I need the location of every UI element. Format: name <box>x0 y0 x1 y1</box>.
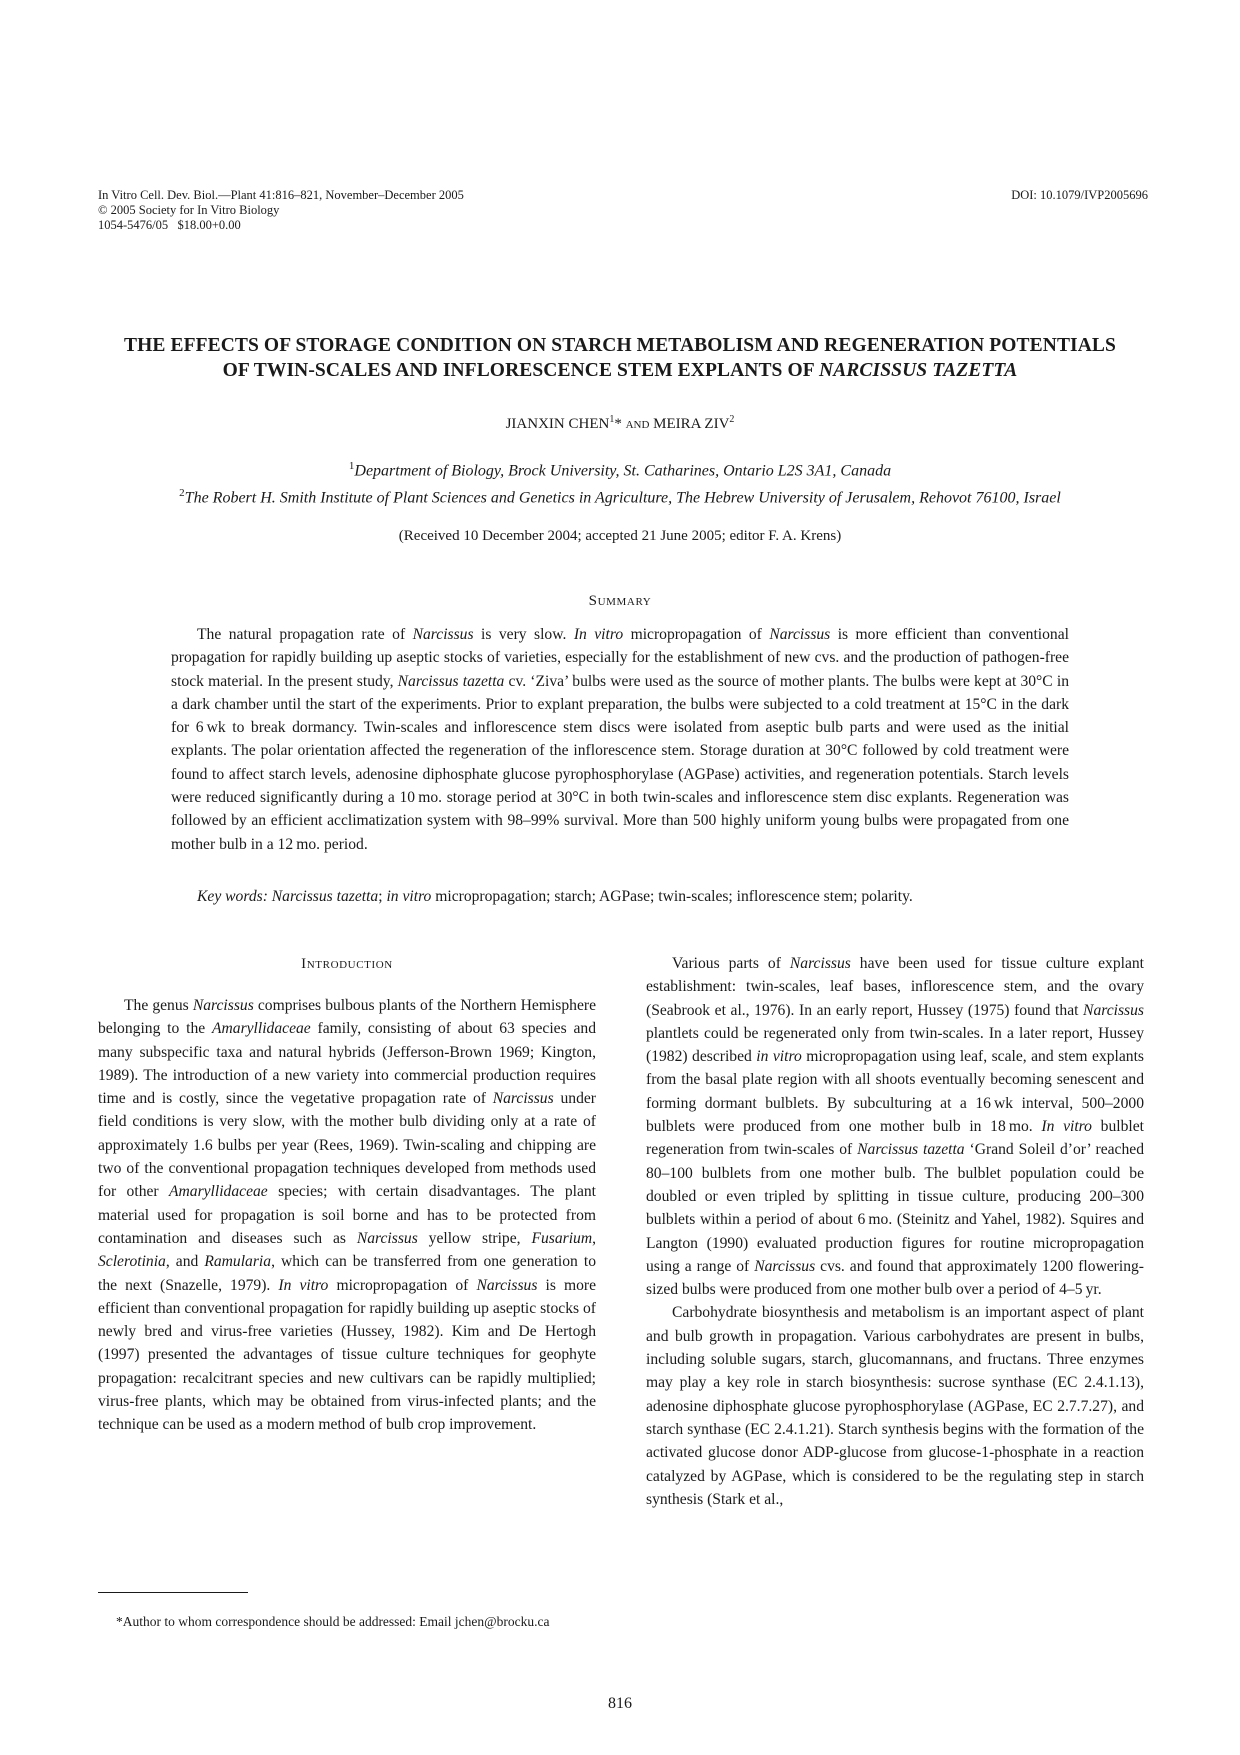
summary-heading: Summary <box>588 593 652 609</box>
author-2: MEIRA ZIV <box>653 416 730 432</box>
journal-citation: In Vitro Cell. Dev. Biol.—Plant 41:816–821, November–December 2005 <box>98 188 464 202</box>
summary-text: The natural propagation rate of Narcissus is very slow. In vitro micropropagation of Narcissus is more efficient than conventional propagation for rapidly building up aseptic stocks of varieties, especially for the establishment of new cvs. and the production of pathogen-free stock material. In the present study, Narcissus tazetta cv. ‘Ziva’ bulbs were used as the source of mother plants. The bulbs were kept at 30°C in a dark chamber until the start of the experiments. Prior to explant preparation, the bulbs were subjected to a cold treatment at 15°C in the dark for 6 wk to break dormancy. Twin-scales and inflorescence stem discs were isolated from aseptic bulb parts and were used as the initial explants. The polar orientation affected the regeneration of the inflorescence stem. Storage duration at 30°C followed by cold treatment were found to affect starch levels, adenosine diphosphate glucose pyrophosphorylase (AGPase) activities, and regeneration potentials. Starch levels were reduced significantly during a 10 mo. storage period at 30°C in both twin-scales and inflorescence stem disc explants. Regeneration was followed by an efficient acclimatization system with 98–99% survival. More than 500 highly uniform young bulbs were propagated from one mother bulb in a 12 mo. period. <box>171 626 1069 853</box>
title-species: NARCISSUS TAZETTA <box>819 360 1018 381</box>
affiliation-1: $^1$Department of Biology, Brock University, St. Catharines, Ontario L2S 3A1, Canada <box>348 460 892 480</box>
right-column <box>646 952 1144 1511</box>
keywords-label: Key words: Narcissus tazetta <box>197 888 379 905</box>
author-1-affil-mark: 1 <box>609 414 615 425</box>
issn-line: 1054-5476/05 $18.00+0.00 <box>98 218 241 232</box>
corresponding-mark: * <box>614 416 622 432</box>
received-dates: (Received 10 December 2004; accepted 21 June 2005; editor F. A. Krens) <box>398 528 842 544</box>
author-1: JIANXIN CHEN <box>505 416 610 432</box>
title-line-1: THE EFFECTS OF STORAGE CONDITION ON STARCH METABOLISM AND REGENERATION POTENTIALS <box>124 335 1116 356</box>
journal-header <box>98 188 658 233</box>
footnote-rule <box>98 1592 248 1593</box>
introduction-heading: Introduction <box>301 956 393 972</box>
correspondence-footnote: *Author to whom correspondence should be addressed: Email jchen@brocku.ca <box>116 1614 550 1629</box>
keywords: Key words: Narcissus tazetta; in vitro micropropagation; starch; AGPase; twin-scales; inflorescence stem; polarity. <box>197 888 913 905</box>
page-number: 816 <box>608 1695 632 1712</box>
author-and: and <box>621 416 654 432</box>
article-title <box>90 333 1150 383</box>
left-column <box>98 994 596 1437</box>
title-line-2: OF TWIN-SCALES AND INFLORESCENCE STEM EXPLANTS OF NARCISSUS TAZETTA <box>222 360 1018 381</box>
author-list <box>90 410 1150 434</box>
doi-label: DOI: 10.1079/IVP2005696 <box>1011 188 1148 202</box>
affiliation-2: $^2$The Robert H. Smith Institute of Plant Sciences and Genetics in Agriculture, The Hebrew University of Jerusalem, Rehovot 76100, Israel <box>179 487 1061 507</box>
intro-paragraph-3: Carbohydrate biosynthesis and metabolism is an important aspect of plant and bulb growth in propagation. Various carbohydrates are present in bulbs, including soluble sugars, starch, glucomannans, and fructans. Three enzymes may play a key role in starch biosynthesis: sucrose synthase (EC 2.4.1.13), adenosine diphosphate glucose pyrophosphorylase (AGPase, EC 2.7.7.27), and starch synthase (EC 2.4.1.21). Starch synthesis begins with the formation of the activated glucose donor ADP-glucose from glucose-1-phosphate in a reaction catalyzed by AGPase, which is considered to be the regulating step in starch synthesis (Stark et al., <box>646 1304 1144 1508</box>
affiliations <box>90 455 1150 510</box>
intro-paragraph-1: The genus Narcissus comprises bulbous plants of the Northern Hemisphere belonging to the Amaryllidaceae family, consisting of about 63 species and many subspecific taxa and natural hybrids (Jefferson-Brown 1969; Kington, 1989). The introduction of a new variety into commercial production requires time and is costly, since the vegetative propagation rate of Narcissus under field conditions is very slow, with the mother bulb dividing only at a rate of approximately 1.6 bulbs per year (Rees, 1969). Twin-scaling and chipping are two of the conventional propagation techniques developed from methods used for other Amaryllidaceae species; with certain disadvantages. The plant material used for propagation is soil borne and has to be protected from contamination and diseases such as Narcissus yellow stripe, Fusarium, Sclerotinia, and Ramularia, which can be transferred from one generation to the next (Snazelle, 1979). In vitro micropropagation of Narcissus is more efficient than conventional propagation for rapidly building up aseptic stocks of newly bred and virus-free varieties (Hussey, 1982). Kim and De Hertogh (1997) presented the advantages of tissue culture techniques for geophyte propagation: recalcitrant species and new cultivars can be rapidly multiplied; virus-free plants, which may be obtained from virus-infected plants; and the technique can be used as a modern method of bulb crop improvement. <box>98 997 597 1434</box>
intro-paragraph-2: Various parts of Narcissus have been used for tissue culture explant establishment: twin-scales, leaf bases, inflorescence stem, and the ovary (Seabrook et al., 1976). In an early report, Hussey (1975) found that Narcissus plantlets could be regenerated only from twin-scales. In a later report, Hussey (1982) described in vitro micropropagation using leaf, scale, and stem explants from the basal plate region with all shoots eventually becoming senescent and forming dormant bulblets. By subculturing at a 16 wk interval, 500–2000 bulblets were produced from one mother bulb in 18 mo. In vitro bulblet regeneration from twin-scales of Narcissus tazetta ‘Grand Soleil d’or’ reached 80–100 bulblets from one mother bulb. The bulblet population could be doubled or even tripled by splitting in tissue culture, producing 200–300 bulblets within a period of about 6 mo. (Steinitz and Yahel, 1982). Squires and Langton (1990) evaluated production figures for routine micropropagation using a range of Narcissus cvs. and found that approximately 1200 flowering-sized bulbs were produced from one mother bulb over a period of 4–5 yr. <box>646 955 1145 1299</box>
author-2-affil-mark: 2 <box>729 414 735 425</box>
copyright-line: © 2005 Society for In Vitro Biology <box>98 203 280 217</box>
